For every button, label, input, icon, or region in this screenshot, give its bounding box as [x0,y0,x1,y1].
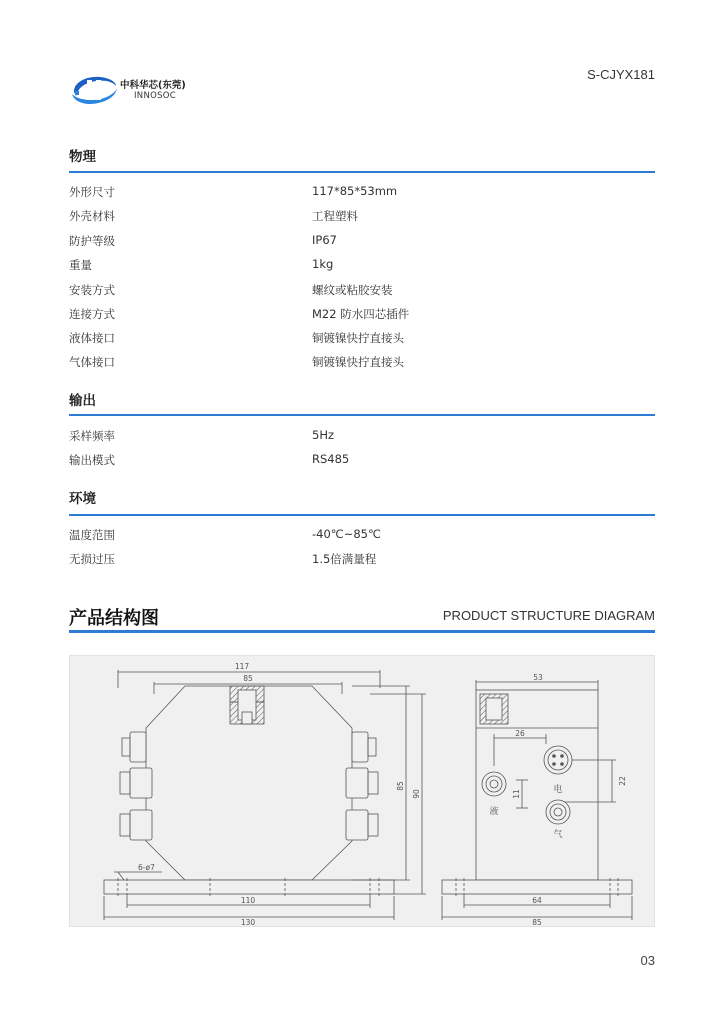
company-logo [70,72,210,106]
dim-hole-spacing: 110 [240,896,256,905]
technical-drawing [70,656,656,928]
section-title-output: 输出 [69,393,96,409]
spec-row [69,551,655,571]
spec-row [69,452,655,472]
dim-base-width: 130 [240,918,256,927]
spec-value: 工程塑料 [312,209,358,223]
logo-chinese-name: 中科华芯(东莞) [120,80,186,91]
spec-row [69,306,655,326]
label-liquid: 液 [489,807,499,817]
spec-value: 1.5倍满量程 [312,552,377,566]
spec-label: 采样频率 [69,429,115,443]
dim-side-base-width: 85 [532,918,542,927]
spec-value: M22 防水四芯插件 [312,307,410,321]
dim-port-offset-v: 22 [618,776,627,786]
spec-value: 5Hz [312,428,335,442]
spec-row [69,330,655,350]
spec-label: 外形尺寸 [69,185,115,199]
spec-value: 铜镀镍快拧直接头 [312,331,404,345]
spec-row [69,428,655,448]
dim-port-spacing-v: 11 [512,789,521,799]
front-view [104,670,426,920]
spec-value: IP67 [312,233,337,247]
spec-row [69,282,655,302]
spec-value: 螺纹或粘胶安装 [312,283,393,297]
spec-label: 输出模式 [69,453,115,467]
spec-label: 气体接口 [69,355,115,369]
document-id: S-CJYX181 [587,67,655,82]
section-divider [69,414,655,416]
section-divider [69,171,655,173]
dim-base-inner: 64 [532,896,542,905]
dim-holes: 6-ø7 [138,863,155,872]
dim-top-width: 85 [243,674,253,683]
spec-label: 防护等级 [69,234,115,248]
spec-value: 117*85*53mm [312,184,398,198]
page-number: 03 [640,953,655,968]
dim-overall-height: 90 [412,789,421,799]
dim-depth: 53 [533,673,543,682]
structure-title: 产品结构图 [69,608,159,629]
spec-value: -40℃~85℃ [312,527,381,541]
dim-overall-width: 117 [234,662,250,671]
spec-row [69,527,655,547]
spec-row [69,184,655,204]
structure-divider [69,630,655,633]
spec-value: 1kg [312,257,334,271]
section-title-environment: 环境 [69,491,96,507]
dim-port-spacing-h: 26 [515,729,525,738]
spec-label: 无损过压 [69,552,115,566]
spec-value: RS485 [312,452,350,466]
spec-label: 温度范围 [69,528,115,542]
logo-mark-icon [70,72,120,106]
spec-value: 铜镀镍快拧直接头 [312,355,404,369]
spec-label: 安装方式 [69,283,115,297]
label-power: 电 [553,785,563,795]
side-view [442,680,632,920]
label-gas: 气 [553,830,563,840]
dim-body-height: 85 [396,781,405,791]
spec-label: 重量 [69,258,92,272]
structure-diagram [69,655,655,927]
spec-row [69,208,655,228]
spec-row [69,257,655,277]
spec-row [69,354,655,374]
spec-label: 外壳材料 [69,209,115,223]
structure-subtitle: PRODUCT STRUCTURE DIAGRAM [442,608,655,623]
logo-english-name: INNOSOC [134,91,177,101]
section-title-physical: 物理 [69,149,96,165]
spec-row [69,233,655,253]
spec-label: 液体接口 [69,331,115,345]
section-divider [69,514,655,516]
spec-label: 连接方式 [69,307,115,321]
